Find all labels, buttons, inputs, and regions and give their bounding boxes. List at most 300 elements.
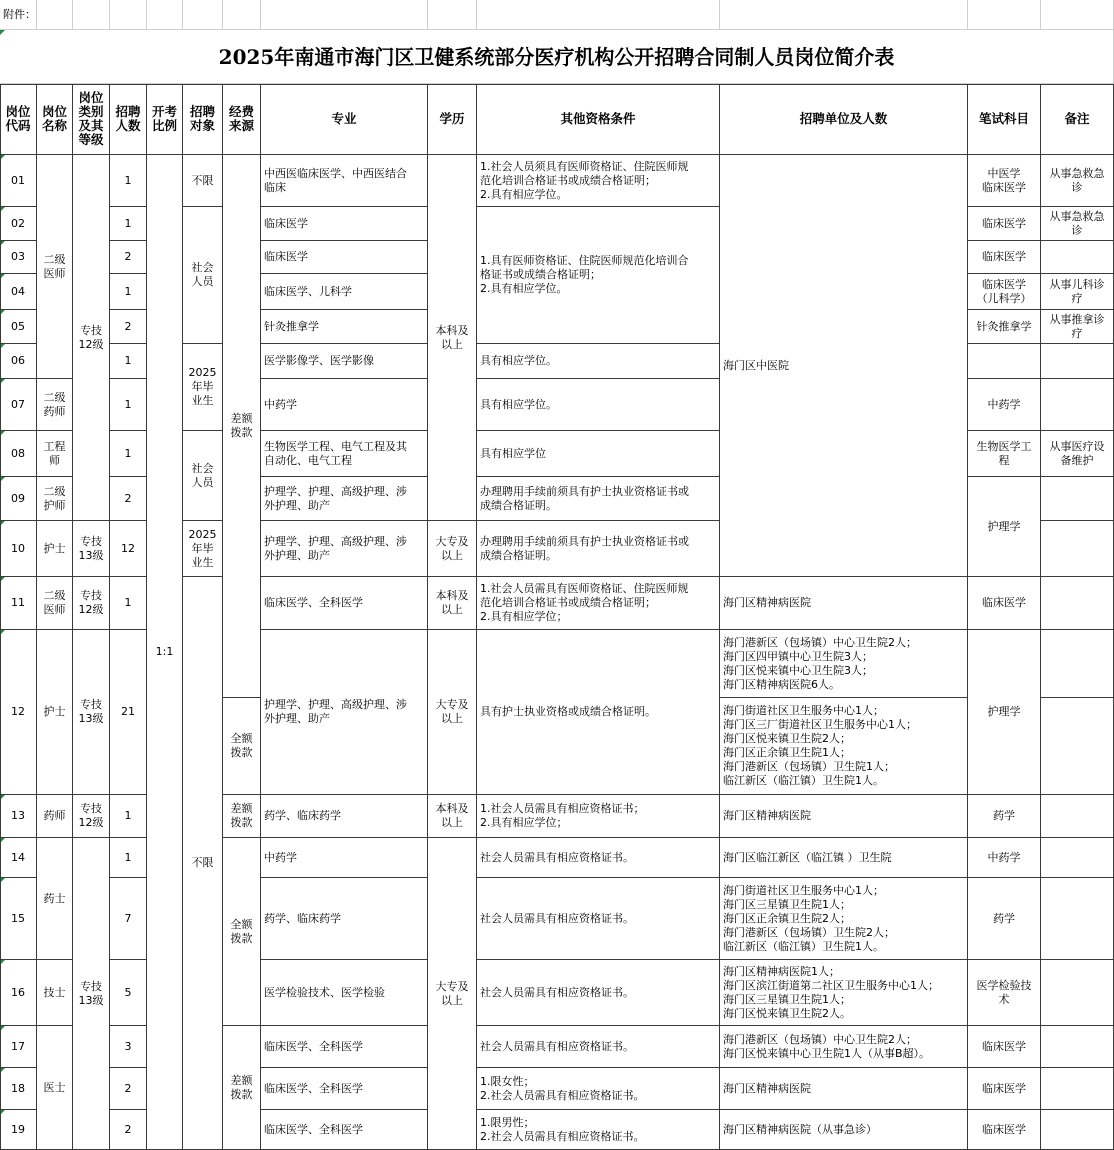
remark[interactable] [1041, 310, 1114, 344]
major[interactable] [261, 630, 428, 795]
hire-count[interactable] [110, 1026, 147, 1068]
sheet-cell[interactable] [968, 0, 1041, 30]
post-name-text: 医士 [43, 1080, 66, 1094]
post-level[interactable] [73, 630, 110, 795]
other-qualifications[interactable] [477, 521, 720, 577]
column-header-text: 招聘 对象 [189, 104, 215, 133]
other-qualifications[interactable] [477, 630, 720, 795]
other-qualifications[interactable] [477, 379, 720, 431]
hire-count[interactable] [110, 274, 147, 310]
hire-count-text: 1 [124, 354, 132, 367]
major[interactable] [261, 379, 428, 431]
other-qualifications-text: 1.限女性； 2.社会人员需具有相应资格证书。 [480, 1074, 645, 1102]
exam-ratio[interactable] [147, 155, 183, 1150]
remark[interactable] [1041, 431, 1114, 477]
column-header-text: 招聘 人数 [115, 104, 141, 133]
hire-count[interactable] [110, 878, 147, 960]
post-code[interactable] [0, 1026, 37, 1068]
exam-subject[interactable] [968, 155, 1041, 207]
exam-subject-text: 临床医学 （儿科学） [976, 277, 1032, 305]
other-qualifications-text: 社会人员需具有相应资格证书。 [480, 911, 634, 925]
remark[interactable] [1041, 577, 1114, 630]
post-name[interactable] [37, 1026, 73, 1150]
hiring-unit[interactable] [720, 1068, 968, 1110]
other-qualifications[interactable] [477, 477, 720, 521]
exam-subject-text: 护理学 [987, 519, 1021, 533]
hire-count[interactable] [110, 577, 147, 630]
fund-source[interactable] [223, 698, 261, 795]
remark[interactable] [1041, 795, 1114, 838]
post-name[interactable] [37, 630, 73, 795]
hiring-unit[interactable] [720, 960, 968, 1026]
post-code-text: 08 [11, 446, 25, 460]
remark-text: 从事儿科诊 疗 [1049, 277, 1105, 305]
remark-text [1041, 477, 1113, 520]
education-text: 大专及 以上 [435, 534, 469, 562]
remark[interactable] [1041, 207, 1114, 241]
other-qualifications-text: 1.社会人员需具有医师资格证、住院医师规 范化培训合格证书或成绩合格证明； 2.具有相应学位； [480, 582, 689, 623]
major-text: 临床医学、儿科学 [264, 284, 352, 298]
post-code-text: 01 [11, 173, 25, 187]
post-code-text: 13 [11, 809, 25, 822]
hire-target[interactable] [183, 521, 223, 577]
other-qualifications[interactable] [477, 795, 720, 838]
hiring-unit[interactable] [720, 878, 968, 960]
remark[interactable] [1041, 1026, 1114, 1068]
column-header[interactable] [37, 84, 73, 155]
remark-text [1041, 1026, 1113, 1067]
hire-target[interactable] [183, 155, 223, 207]
remark[interactable] [1041, 630, 1114, 698]
hire-count[interactable] [110, 379, 147, 431]
sheet-cell[interactable] [110, 0, 147, 30]
post-name[interactable] [37, 577, 73, 630]
post-level-text: 专技 13级 [78, 534, 104, 562]
sheet-cell[interactable] [477, 0, 720, 30]
remark[interactable] [1041, 1110, 1114, 1150]
remark[interactable] [1041, 477, 1114, 521]
hiring-unit[interactable] [720, 698, 968, 795]
column-header[interactable] [147, 84, 183, 155]
exam-subject[interactable] [968, 241, 1041, 274]
exam-subject[interactable] [968, 630, 1041, 795]
remark[interactable] [1041, 241, 1114, 274]
post-level-text: 专技 12级 [78, 589, 104, 616]
column-header-text: 岗位 类别 及其 等级 [78, 90, 104, 147]
fund-source-text: 差额 拨款 [230, 802, 253, 829]
post-code[interactable] [0, 838, 37, 878]
other-qualifications[interactable] [477, 207, 720, 344]
major[interactable] [261, 960, 428, 1026]
other-qualifications[interactable] [477, 155, 720, 207]
sheet-cell[interactable] [1041, 0, 1114, 30]
post-code-text: 18 [11, 1081, 25, 1095]
hire-count-text: 1 [124, 596, 132, 609]
hiring-unit[interactable] [720, 795, 968, 838]
major[interactable] [261, 477, 428, 521]
remark-text: 从事医疗设 备维护 [1049, 439, 1105, 467]
major-text: 临床医学 [264, 250, 308, 263]
hire-count[interactable] [110, 795, 147, 838]
education[interactable] [428, 795, 477, 838]
hire-count[interactable] [110, 310, 147, 344]
remark[interactable] [1041, 878, 1114, 960]
exam-subject[interactable] [968, 344, 1041, 379]
major-text: 护理学、护理、高级护理、涉 外护理、助产 [264, 484, 407, 512]
hire-count-text: 2 [124, 319, 132, 333]
major[interactable] [261, 241, 428, 274]
hiring-unit[interactable] [720, 577, 968, 630]
hiring-unit[interactable] [720, 1110, 968, 1150]
column-header[interactable] [428, 84, 477, 155]
post-code[interactable] [0, 431, 37, 477]
hiring-unit-text: 海门区精神病医院 [723, 1081, 811, 1095]
post-code-text: 09 [11, 491, 25, 505]
hire-count[interactable] [110, 344, 147, 379]
column-header-text: 开考 比例 [151, 104, 177, 133]
exam-subject-text: 护理学 [987, 705, 1021, 718]
major[interactable] [261, 344, 428, 379]
exam-subject-text: 生物医学工 程 [976, 439, 1032, 467]
column-header-text: 笔试科目 [978, 111, 1029, 126]
other-qualifications[interactable] [477, 577, 720, 630]
major-text: 生物医学工程、电气工程及其 自动化、电气工程 [264, 439, 407, 467]
post-name-text: 二级 护师 [43, 484, 66, 512]
major-text: 护理学、护理、高级护理、涉 外护理、助产 [264, 698, 407, 725]
post-name[interactable] [37, 838, 73, 960]
education[interactable] [428, 838, 477, 1150]
exam-ratio-text: 1:1 [155, 645, 174, 658]
other-qualifications-text: 社会人员需具有相应资格证书。 [480, 985, 634, 999]
exam-subject[interactable] [968, 477, 1041, 577]
column-header-text: 备注 [1064, 111, 1090, 126]
exam-subject-text [968, 344, 1040, 378]
post-code-text: 14 [11, 850, 25, 864]
major-text: 临床医学、全科医学 [264, 1039, 363, 1053]
other-qualifications[interactable] [477, 960, 720, 1026]
post-level-text: 专技 13级 [78, 698, 104, 725]
exam-subject[interactable] [968, 310, 1041, 344]
fund-source[interactable] [223, 155, 261, 698]
exam-subject[interactable] [968, 878, 1041, 960]
hire-target[interactable] [183, 207, 223, 344]
hire-count[interactable] [110, 1110, 147, 1150]
education-text: 本科及 以上 [435, 802, 469, 829]
post-code-text: 10 [11, 541, 25, 555]
other-qualifications-text: 1.限男性； 2.社会人员需具有相应资格证书。 [480, 1115, 645, 1143]
other-qualifications-text: 1.具有医师资格证、住院医师规范化培训合 格证书或成绩合格证明； 2.具有相应学位。 [480, 254, 689, 295]
post-code[interactable] [0, 207, 37, 241]
other-qualifications-text: 具有相应学位。 [480, 354, 557, 367]
post-level-text: 专技 13级 [78, 979, 104, 1007]
post-code[interactable] [0, 960, 37, 1026]
hire-count[interactable] [110, 155, 147, 207]
remark-text [1041, 241, 1113, 273]
column-header[interactable] [968, 84, 1041, 155]
major[interactable] [261, 274, 428, 310]
major[interactable] [261, 521, 428, 577]
other-qualifications-text: 具有护士执业资格或成绩合格证明。 [480, 705, 656, 718]
major-text: 临床医学、全科医学 [264, 1081, 363, 1095]
post-name[interactable] [37, 521, 73, 577]
post-name-text: 技士 [43, 985, 66, 999]
major-text: 临床医学 [264, 216, 308, 230]
remark[interactable] [1041, 521, 1114, 577]
remark[interactable] [1041, 379, 1114, 431]
education[interactable] [428, 521, 477, 577]
post-code-text: 04 [11, 284, 25, 298]
post-level[interactable] [73, 838, 110, 1150]
page-title[interactable] [0, 30, 1114, 84]
post-code[interactable] [0, 379, 37, 431]
post-level[interactable] [73, 521, 110, 577]
hire-count-text: 3 [124, 1039, 132, 1053]
sheet-cell[interactable] [261, 0, 428, 30]
remark-text [1041, 379, 1113, 430]
remark-text [1041, 1068, 1113, 1109]
column-header[interactable] [261, 84, 428, 155]
post-code[interactable] [0, 1110, 37, 1150]
post-name[interactable] [37, 155, 73, 379]
major-text: 中药学 [264, 850, 297, 864]
major[interactable] [261, 878, 428, 960]
post-code-text: 11 [11, 596, 25, 609]
fund-source[interactable] [223, 1026, 261, 1150]
column-header-text: 岗位 名称 [41, 104, 67, 133]
post-level[interactable] [73, 155, 110, 521]
hire-count[interactable] [110, 431, 147, 477]
remark-text [1041, 698, 1113, 794]
major[interactable] [261, 207, 428, 241]
remark[interactable] [1041, 274, 1114, 310]
remark[interactable] [1041, 155, 1114, 207]
hire-target-text: 不限 [191, 856, 214, 869]
remark-text [1041, 521, 1113, 576]
post-name[interactable] [37, 379, 73, 431]
remark[interactable] [1041, 838, 1114, 878]
exam-subject[interactable] [968, 577, 1041, 630]
post-name[interactable] [37, 431, 73, 477]
post-name-text: 护士 [43, 705, 66, 718]
hire-count-text: 1 [124, 173, 132, 187]
sheet-cell[interactable] [147, 0, 183, 30]
post-code[interactable] [0, 878, 37, 960]
other-qualifications[interactable] [477, 1110, 720, 1150]
remark-text [1041, 795, 1113, 837]
hire-count[interactable] [110, 521, 147, 577]
major[interactable] [261, 1068, 428, 1110]
other-qualifications-text: 1.社会人员须具有医师资格证、住院医师规 范化培训合格证书或成绩合格证明； 2.具有相应学位。 [480, 159, 689, 201]
other-qualifications[interactable] [477, 878, 720, 960]
major[interactable] [261, 795, 428, 838]
post-code-text: 03 [11, 250, 25, 263]
post-name-text: 护士 [43, 541, 66, 555]
education[interactable] [428, 630, 477, 795]
post-code[interactable] [0, 1068, 37, 1110]
major[interactable] [261, 1026, 428, 1068]
education[interactable] [428, 577, 477, 630]
post-code-text: 19 [11, 1122, 25, 1136]
sheet-cell[interactable] [37, 0, 73, 30]
fund-source-text: 全额 拨款 [230, 917, 253, 945]
hire-count[interactable] [110, 838, 147, 878]
hire-count[interactable] [110, 1068, 147, 1110]
hiring-unit-text: 海门区精神病医院（从事急诊） [723, 1122, 877, 1136]
post-name[interactable] [37, 960, 73, 1026]
major[interactable] [261, 1110, 428, 1150]
remark[interactable] [1041, 698, 1114, 795]
post-code[interactable] [0, 477, 37, 521]
hire-count-text: 1 [124, 446, 132, 460]
post-code[interactable] [0, 344, 37, 379]
major[interactable] [261, 838, 428, 878]
post-code-text: 12 [11, 705, 25, 718]
column-header-text: 岗位 代码 [5, 104, 31, 133]
post-code-text: 17 [11, 1039, 25, 1053]
major-text: 医学影像学、医学影像 [264, 354, 374, 367]
remark-text [1041, 960, 1113, 1025]
exam-subject[interactable] [968, 274, 1041, 310]
column-header[interactable] [110, 84, 147, 155]
exam-subject-text: 临床医学 [982, 216, 1026, 230]
column-header[interactable] [0, 84, 37, 155]
education[interactable] [428, 155, 477, 521]
education-text: 本科及 以上 [435, 323, 469, 351]
major-text: 临床医学、全科医学 [264, 596, 363, 609]
remark[interactable] [1041, 960, 1114, 1026]
post-name[interactable] [37, 477, 73, 521]
post-level[interactable] [73, 795, 110, 838]
hire-count-text: 2 [124, 250, 132, 263]
post-name-text: 药士 [43, 891, 66, 905]
hire-count-text: 1 [124, 216, 132, 230]
hire-count[interactable] [110, 207, 147, 241]
column-header[interactable] [183, 84, 223, 155]
post-code-text: 05 [11, 319, 25, 333]
post-name-text: 二级 医师 [43, 252, 66, 280]
other-qualifications-text: 办理聘用手续前须具有护士执业资格证书或 成绩合格证明。 [480, 484, 689, 512]
hire-target[interactable] [183, 577, 223, 1150]
major-text: 针灸推拿学 [264, 319, 319, 333]
exam-subject[interactable] [968, 838, 1041, 878]
exam-subject-text: 药学 [993, 911, 1015, 925]
major[interactable] [261, 431, 428, 477]
major[interactable] [261, 155, 428, 207]
sheet-cell[interactable] [223, 0, 261, 30]
post-name-text: 工程 师 [43, 439, 66, 467]
post-code[interactable] [0, 310, 37, 344]
hire-count[interactable] [110, 630, 147, 795]
exam-subject[interactable] [968, 207, 1041, 241]
other-qualifications[interactable] [477, 1026, 720, 1068]
sheet-cell[interactable] [73, 0, 110, 30]
hire-count-text: 5 [124, 985, 132, 999]
column-header[interactable] [720, 84, 968, 155]
exam-subject[interactable] [968, 1026, 1041, 1068]
exam-subject-text: 临床医学 [982, 596, 1026, 609]
post-code-text: 02 [11, 216, 25, 230]
other-qualifications[interactable] [477, 431, 720, 477]
sheet-cell[interactable] [183, 0, 223, 30]
column-header[interactable] [477, 84, 720, 155]
hire-target-text: 2025 年毕 业生 [188, 366, 217, 407]
hire-target-text: 2025 年毕 业生 [188, 527, 217, 569]
hiring-unit-text: 海门街道社区卫生服务中心1人； 海门区三厂街道社区卫生服务中心1人； 海门区悦来镇卫生院2人； 海门区正余镇卫生院1人； 海门港新区（包场镇）卫生院1人； 临江新区（临江镇）卫生院1人。 [723, 704, 917, 787]
post-code[interactable] [0, 795, 37, 838]
hire-count-text: 1 [124, 809, 132, 822]
hiring-unit[interactable] [720, 155, 968, 577]
remark-text [1041, 577, 1113, 629]
post-name[interactable] [37, 795, 73, 838]
other-qualifications[interactable] [477, 344, 720, 379]
post-code[interactable] [0, 630, 37, 795]
hiring-unit[interactable] [720, 1026, 968, 1068]
exam-subject[interactable] [968, 795, 1041, 838]
hire-target[interactable] [183, 344, 223, 431]
other-qualifications-text: 1.社会人员需具有相应资格证书； 2.具有相应学位； [480, 802, 645, 829]
post-code[interactable] [0, 241, 37, 274]
major-text: 药学、临床药学 [264, 809, 341, 822]
hire-count[interactable] [110, 477, 147, 521]
hiring-unit[interactable] [720, 838, 968, 878]
hiring-unit-text: 海门区临江新区（临江镇 ）卫生院 [723, 850, 892, 864]
fund-source[interactable] [223, 838, 261, 1026]
hiring-unit-text: 海门港新区（包场镇）中心卫生院2人； 海门区四甲镇中心卫生院3人； 海门区悦来镇中心卫生院3人； 海门区精神病医院6人。 [723, 635, 917, 691]
remark[interactable] [1041, 1068, 1114, 1110]
exam-subject[interactable] [968, 1068, 1041, 1110]
major[interactable] [261, 310, 428, 344]
attachment-cell[interactable] [0, 0, 37, 30]
hiring-unit[interactable] [720, 630, 968, 698]
exam-subject[interactable] [968, 431, 1041, 477]
hire-count-text: 2 [124, 1122, 132, 1136]
hire-target[interactable] [183, 431, 223, 521]
major-text: 临床医学、全科医学 [264, 1122, 363, 1136]
hire-count-text: 12 [121, 541, 135, 555]
post-code[interactable] [0, 274, 37, 310]
remark[interactable] [1041, 344, 1114, 379]
post-level-text: 专技 12级 [78, 802, 104, 829]
post-level[interactable] [73, 577, 110, 630]
post-level-text: 专技 12级 [78, 323, 104, 351]
post-code-text: 15 [11, 911, 25, 925]
hire-count[interactable] [110, 241, 147, 274]
column-header[interactable] [73, 84, 110, 155]
post-code-text: 06 [11, 354, 25, 367]
column-header[interactable] [223, 84, 261, 155]
exam-subject[interactable] [968, 379, 1041, 431]
exam-subject-text: 针灸推拿学 [976, 319, 1032, 333]
post-code[interactable] [0, 521, 37, 577]
column-header[interactable] [1041, 84, 1114, 155]
fund-source[interactable] [223, 795, 261, 838]
hiring-unit-text: 海门街道社区卫生服务中心1人； 海门区三星镇卫生院1人； 海门区正余镇卫生院2人； 海门港新区（包场镇）卫生院2人； 临江新区（临江镇）卫生院1人。 [723, 883, 895, 953]
other-qualifications[interactable] [477, 1068, 720, 1110]
post-code[interactable] [0, 155, 37, 207]
other-qualifications[interactable] [477, 838, 720, 878]
exam-subject[interactable] [968, 1110, 1041, 1150]
post-name-text: 二级 医师 [43, 589, 66, 616]
hiring-unit-text: 海门区精神病医院1人； 海门区滨江街道第二社区卫生服务中心1人； 海门区三星镇卫生院1人； 海门区悦来镇卫生院2人。 [723, 964, 939, 1020]
sheet-cell[interactable] [428, 0, 477, 30]
major[interactable] [261, 577, 428, 630]
hire-count[interactable] [110, 960, 147, 1026]
exam-subject[interactable] [968, 960, 1041, 1026]
post-code[interactable] [0, 577, 37, 630]
sheet-cell[interactable] [720, 0, 968, 30]
education-text: 大专及 以上 [435, 979, 469, 1007]
education-text: 本科及 以上 [435, 589, 469, 616]
